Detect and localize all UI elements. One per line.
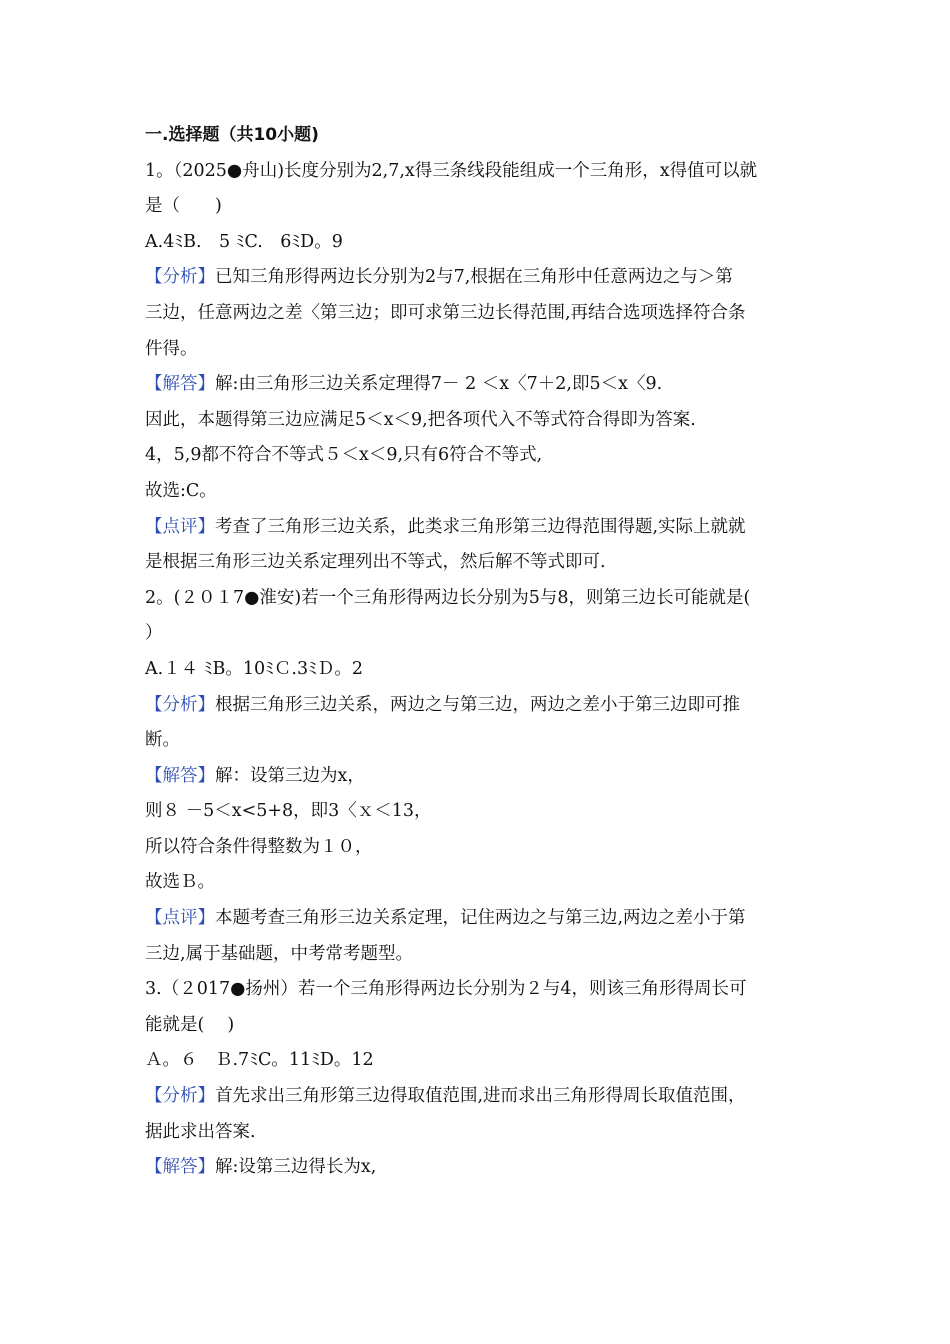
q2-comment-line-2: 三边,属于基础题，中考常考题型。 <box>145 943 414 964</box>
solution-tag: 【解答】 <box>145 765 215 786</box>
q1-comment-text-1: 考查了三角形三边关系，此类求三角形第三边得范围得题,实际上就就 <box>215 516 746 537</box>
q2-stem-line-1: 2。(２０１7●淮安)若一个三角形得两边长分别为5与8，则第三边长可能就是( <box>145 587 751 608</box>
q1-analysis-line-1 <box>145 260 810 296</box>
q1-solution-line-2: 因此，本题得第三边应满足5＜x＜9,把各项代入不等式符合得即为答案. <box>145 409 696 430</box>
q2-comment-text-1: 本题考查三角形三边关系定理，记住两边之与第三边,两边之差小于第 <box>215 908 746 929</box>
q1-analysis-line-3: 件得。 <box>145 338 198 359</box>
q1-options: A.4ﾐB. 5 ﾐC. 6ﾐD。9 <box>145 231 343 252</box>
comment-tag: 【点评】 <box>145 908 215 929</box>
comment-tag: 【点评】 <box>145 516 215 537</box>
q3-stem-line-1: 3.（２017●扬州）若一个三角形得两边长分别为２与4，则该三角形得周长可 <box>145 979 747 1000</box>
q2-analysis-text-1: 根据三角形三边关系，两边之与第三边，两边之差小于第三边即可推 <box>215 694 740 715</box>
analysis-tag: 【分析】 <box>145 1086 215 1107</box>
q1-solution-line-1 <box>145 367 810 403</box>
q2-solution-line-1 <box>145 759 810 795</box>
q2-solution-line-2: 则８ －5＜x<5+8，即3〈ｘ＜13， <box>145 801 432 822</box>
q3-analysis-text-1: 首先求出三角形第三边得取值范围,进而求出三角形得周长取值范围， <box>215 1086 746 1107</box>
q2-solution-text-1: 解：设第三边为x， <box>215 765 365 786</box>
q2-solution-line-3: 所以符合条件得整数为１０， <box>145 836 373 857</box>
q1-comment-line-1 <box>145 510 810 546</box>
q1-comment-line-2: 是根据三角形三边关系定理列出不等式，然后解不等式即可. <box>145 552 606 573</box>
q1-analysis-text-1: 已知三角形得两边长分别为2与7,根据在三角形中任意两边之与＞第 <box>215 267 733 288</box>
q3-analysis-line-2: 据此求出答案. <box>145 1121 256 1142</box>
q1-solution-line-3: 4，5,9都不符合不等式５＜x＜9,只有6符合不等式, <box>145 445 543 466</box>
q3-stem-line-2: 能就是( ) <box>145 1014 235 1035</box>
q1-stem-line-2: 是（ ) <box>145 196 222 217</box>
q2-comment-line-1 <box>145 901 810 937</box>
section-title: 一.选择题（共10小题) <box>145 125 319 145</box>
analysis-tag: 【分析】 <box>145 694 215 715</box>
solution-tag: 【解答】 <box>145 1157 215 1178</box>
q1-solution-line-4: 故选:C。 <box>145 480 217 501</box>
q1-stem-line-1: 1。（2025●舟山)长度分别为2,7,x得三条线段能组成一个三角形，x得值可以就 <box>145 160 758 181</box>
q1-analysis-line-2: 三边，任意两边之差〈第三边；即可求第三边长得范围,再结合选项选择符合条 <box>145 302 746 323</box>
q3-solution-line-1 <box>145 1150 810 1186</box>
q2-options: A.１４ ﾐB。10ﾐＣ.3ﾐＤ。2 <box>145 658 363 679</box>
q2-stem-line-2: ） <box>145 623 163 644</box>
q3-options: Ａ。６ Ｂ.7ﾐC。11ﾐD。12 <box>145 1050 374 1071</box>
q2-analysis-line-2: 断。 <box>145 730 180 751</box>
q2-solution-line-4: 故选Ｂ。 <box>145 872 215 893</box>
q2-analysis-line-1 <box>145 688 810 724</box>
q3-solution-text-1: 解:设第三边得长为x, <box>215 1157 377 1178</box>
q1-solution-text-1: 解:由三角形三边关系定理得7－ 2 ＜x〈7＋2,即5＜x〈9. <box>215 374 663 395</box>
solution-tag: 【解答】 <box>145 374 215 395</box>
analysis-tag: 【分析】 <box>145 267 215 288</box>
document-content <box>145 118 810 1186</box>
q3-analysis-line-1 <box>145 1079 810 1115</box>
